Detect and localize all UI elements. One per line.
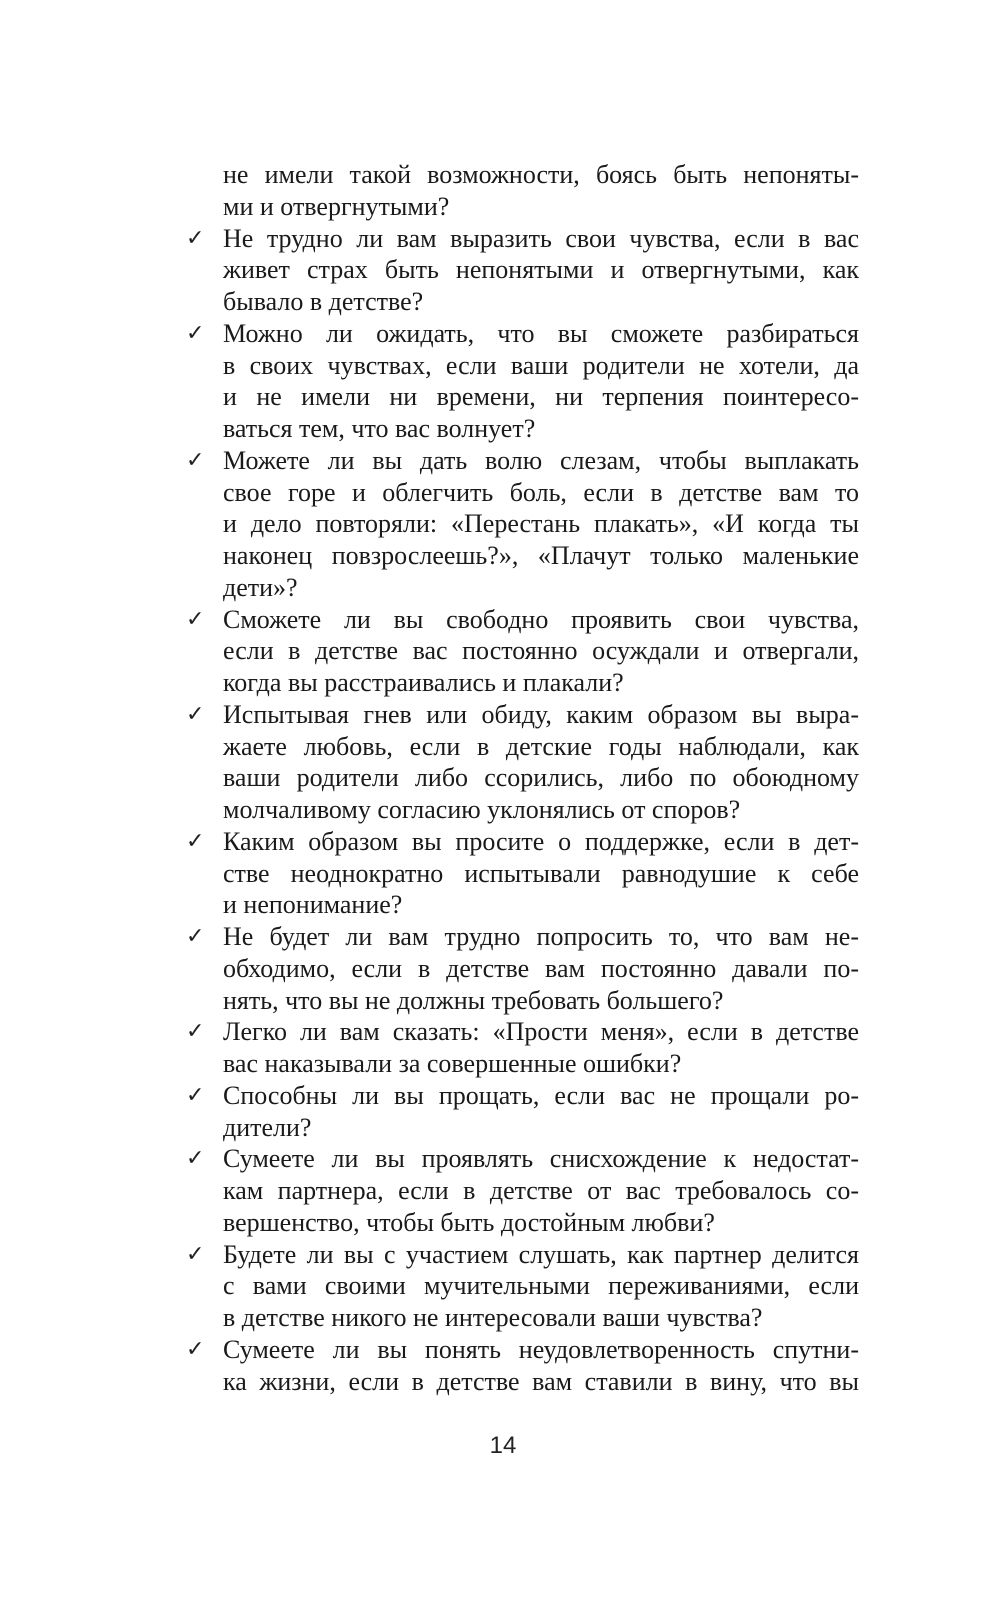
text-line: свое горе и облегчить боль, если в детстве вам то bbox=[223, 477, 859, 507]
text-line: вершенство, чтобы быть достойным любви? bbox=[223, 1207, 715, 1237]
checkmark-icon: ✓ bbox=[186, 447, 205, 473]
checklist-item bbox=[186, 1334, 859, 1398]
page-body bbox=[186, 159, 859, 1397]
text-line: если в детстве вас постоянно осуждали и отвергали, bbox=[223, 636, 859, 666]
text-line: обходимо, если в детстве вам постоянно давали по- bbox=[223, 953, 859, 983]
text-line: Не будет ли вам трудно попросить то, что вам не- bbox=[223, 922, 859, 951]
checkmark-icon: ✓ bbox=[186, 1082, 205, 1108]
checkmark-icon: ✓ bbox=[186, 225, 205, 251]
checklist-item bbox=[186, 223, 859, 318]
page-number: 14 bbox=[489, 1432, 517, 1459]
text-line: Будете ли вы с участием слушать, как партнер делится bbox=[223, 1239, 859, 1269]
text-line: ка жизни, если в детстве вам ставили в вину, что вы bbox=[223, 1366, 859, 1396]
checkmark-icon: ✓ bbox=[186, 606, 205, 632]
text-line: Сможете ли вы свободно проявить свои чувства, bbox=[223, 604, 859, 634]
text-line: нять, что вы не должны требовать большего? bbox=[223, 985, 724, 1015]
checkmark-icon: ✓ bbox=[186, 701, 205, 727]
text-line: кам партнера, если в детстве от вас требовалось со- bbox=[223, 1176, 859, 1205]
text-line: Способны ли вы прощать, если вас не прощали ро- bbox=[223, 1080, 859, 1110]
text-line: в своих чувствах, если ваши родители не хотели, да bbox=[223, 350, 859, 380]
checkmark-icon: ✓ bbox=[186, 828, 205, 854]
checklist-item bbox=[186, 1080, 859, 1144]
text-line: и дело повторяли: «Перестань плакать», «И когда ты bbox=[223, 509, 859, 539]
checklist-item bbox=[186, 1016, 859, 1080]
text-line: дители? bbox=[223, 1112, 312, 1142]
intro-paragraph bbox=[223, 159, 859, 223]
checklist-item bbox=[186, 1239, 859, 1334]
text-line: когда вы расстраивались и плакали? bbox=[223, 668, 624, 697]
text-line: жаете любовь, если в детские годы наблюдали, как bbox=[223, 731, 859, 761]
checklist bbox=[186, 223, 859, 1398]
checklist-item bbox=[186, 445, 859, 604]
text-line: и непонимание? bbox=[223, 890, 403, 920]
text-line: в детстве никого не интересовали ваши чувства? bbox=[223, 1303, 763, 1332]
checklist-item bbox=[186, 826, 859, 921]
checklist-item bbox=[186, 921, 859, 1016]
text-line: ваши родители либо ссорились, либо по обоюдному bbox=[223, 763, 859, 793]
text-line: Не трудно ли вам выразить свои чувства, если в вас bbox=[223, 223, 859, 253]
checklist-item bbox=[186, 1143, 859, 1238]
checklist-item bbox=[186, 699, 859, 826]
text-line: дети»? bbox=[223, 572, 298, 602]
text-line: наконец повзрослеешь?», «Плачут только маленькие bbox=[223, 541, 859, 570]
checkmark-icon: ✓ bbox=[186, 1019, 205, 1045]
text-line: не имели такой возможности, боясь быть непоняты- bbox=[223, 160, 859, 189]
text-line: Сумеете ли вы понять неудовлетворенность спутни- bbox=[223, 1334, 859, 1364]
text-line: Сумеете ли вы проявлять снисхождение к недостат- bbox=[223, 1144, 859, 1174]
text-line: стве неоднократно испытывали равнодушие к себе bbox=[223, 858, 859, 888]
text-line: живет страх быть непонятыми и отвергнутыми, как bbox=[223, 255, 859, 285]
checkmark-icon: ✓ bbox=[186, 320, 205, 346]
text-line: Испытывая гнев или обиду, каким образом вы выра- bbox=[223, 699, 859, 729]
text-line: с вами своими мучительными переживаниями, если bbox=[223, 1271, 859, 1301]
text-line: ваться тем, что вас волнует? bbox=[223, 414, 536, 443]
text-line: Легко ли вам сказать: «Прости меня», если в детстве bbox=[223, 1017, 859, 1047]
checkmark-icon: ✓ bbox=[186, 1241, 205, 1267]
checklist-item bbox=[186, 318, 859, 445]
text-line: ми и отвергнутыми? bbox=[223, 191, 450, 221]
checkmark-icon: ✓ bbox=[186, 1336, 205, 1362]
text-line: Можно ли ожидать, что вы сможете разбираться bbox=[223, 318, 859, 348]
text-line: вас наказывали за совершенные ошибки? bbox=[223, 1049, 682, 1078]
text-line: Можете ли вы дать волю слезам, чтобы выплакать bbox=[223, 445, 859, 475]
text-line: и не имели ни времени, ни терпения поинтересо- bbox=[223, 382, 859, 412]
text-line: Каким образом вы просите о поддержке, если в дет- bbox=[223, 826, 859, 856]
checkmark-icon: ✓ bbox=[186, 1146, 205, 1172]
checklist-item bbox=[186, 604, 859, 699]
checkmark-icon: ✓ bbox=[186, 924, 205, 949]
text-line: бывало в детстве? bbox=[223, 287, 424, 316]
text-line: молчаливому согласию уклонялись от споров? bbox=[223, 795, 741, 824]
